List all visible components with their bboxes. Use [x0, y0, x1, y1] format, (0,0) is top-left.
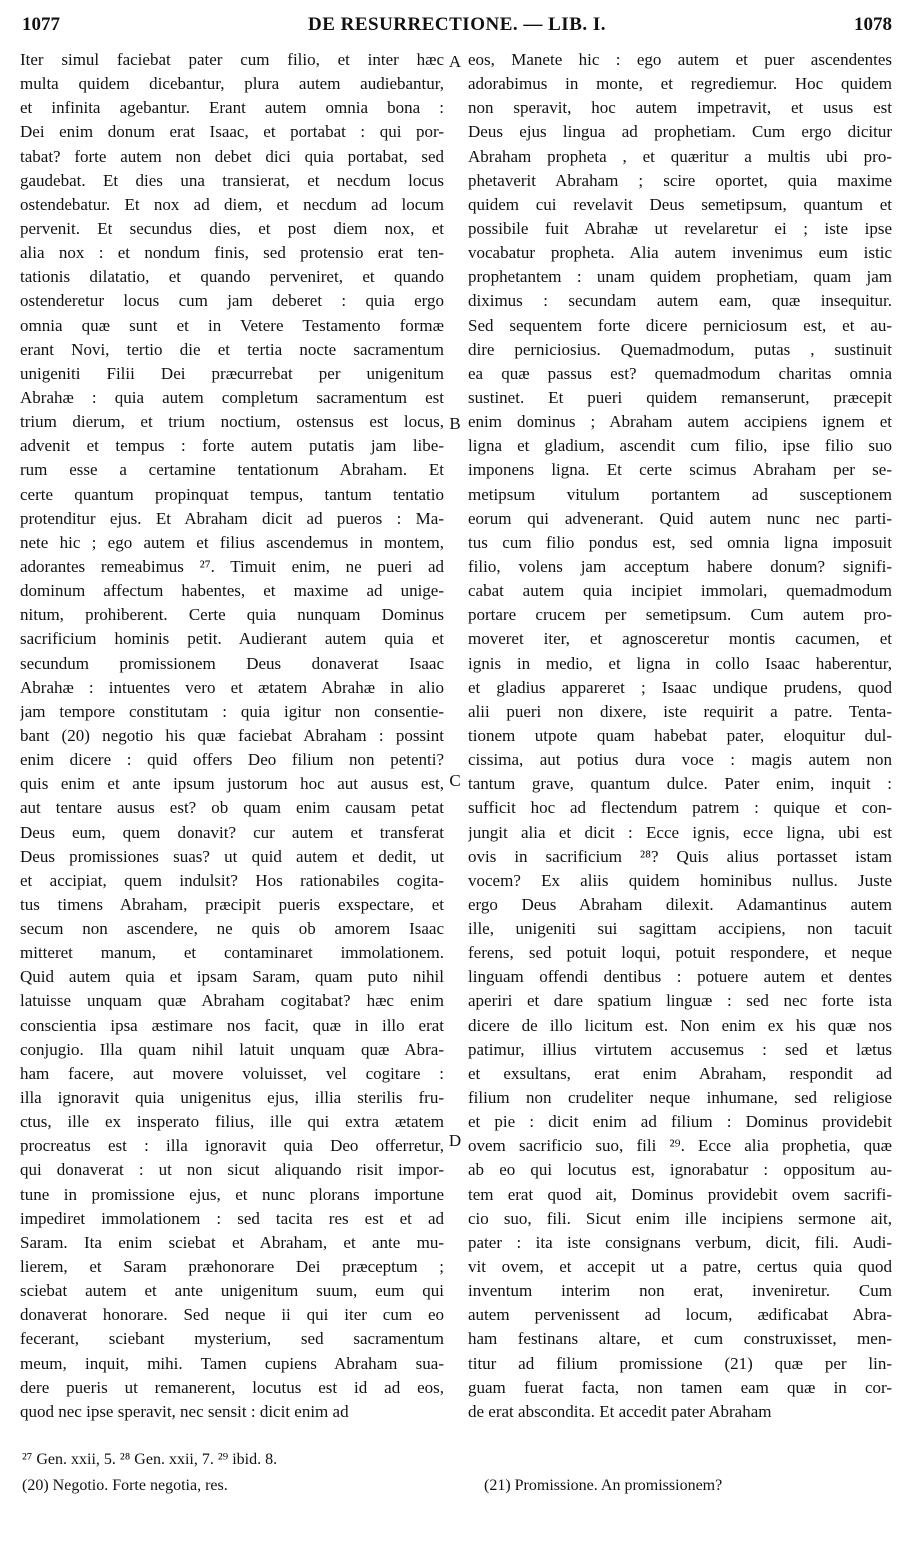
left-column-line: mitteret manum, et contaminaret immolationem. [20, 943, 444, 963]
left-column-line: gaudebat. Et dies una transierat, et necdum locus [20, 170, 444, 190]
left-column-line: Dei enim donum erat Isaac, et portabat : qui por- [20, 122, 444, 142]
right-column-line: linguam offendi dentibus : potuere autem et dentes [468, 967, 892, 987]
left-column-line: Deus promissiones suas? ut quid autem et dedit, ut [20, 846, 444, 866]
right-column-line: patimur, illius virtutem accusemus : sed et lætus [468, 1039, 892, 1059]
right-column-line: phetaverit Abraham ; scire oportet, quia maxime [468, 170, 892, 190]
left-column-line: omnia quæ sunt et in Vetere Testamento formæ [20, 315, 444, 335]
right-column-line: dicere de illo licitum est. Non enim ex his quæ nos [468, 1015, 892, 1035]
right-column-line: et pie : dicit enim ad filium : Dominus providebit [468, 1112, 892, 1132]
left-page-number: 1077 [22, 14, 60, 35]
section-marker-c: C [449, 771, 461, 790]
left-column-line: tationis dilatatio, et quando perveniret, et quando [20, 267, 444, 287]
right-page-number: 1078 [854, 14, 892, 35]
left-column-line: aut tentare ausus est? ob quam enim causam petat [20, 798, 444, 818]
left-column-line: trium dierum, et trium noctium, ostensus est locus, [20, 412, 444, 432]
left-column-line: et infinita agebantur. Erant autem omnia bona : [20, 98, 444, 118]
left-column-line: qui donaverat : ut non sicut aliquando risit impor- [20, 1160, 444, 1180]
left-column-line: sacrificium hominis petit. Audierant autem quia et [20, 629, 444, 649]
right-column-line: sufficit hoc ad flectendum patrem : quique et con- [468, 798, 892, 818]
left-column-line: Iter simul faciebat pater cum filio, et inter hæc [20, 50, 444, 69]
right-column-line: ligna et gladium, ascendit cum filio, ipse filio suo [468, 436, 892, 456]
right-column-line: ille, unigeniti sui sagittam accipiens, non tacuit [468, 919, 892, 939]
left-column-line: Quid autem quia et ipsam Saram, quam puto nihil [20, 967, 444, 987]
right-text-column [468, 48, 892, 1424]
left-column-line: sciebat autem et ante unigenitum suum, eum qui [20, 1281, 444, 1301]
left-column-line: Abrahæ : intuentes vero et ætatem Abrahæ in alio [20, 677, 444, 697]
right-column-line: moveret iter, et agnosceretur montis cacumen, et [468, 629, 892, 649]
left-column-line: unigeniti Filii Dei præcurrebat per unigenitum [20, 363, 444, 383]
right-column-line: Sed sequentem forte dicere perniciosum est, et au- [468, 315, 892, 335]
right-column-line: cissima, aut potius dura voce : magis autem non [468, 750, 892, 770]
page-header [22, 10, 892, 40]
left-column-line: nete hic ; ego autem et filius ascendemus in montem, [20, 532, 444, 552]
left-column-line: dere pueris ut remanerent, locutus est id ad eos, [20, 1377, 444, 1397]
left-column-line: advenit et tempus : forte autem putatis jam libe- [20, 436, 444, 456]
right-column-line: adorabimus in monte, et regrediemur. Hoc quidem [468, 74, 892, 94]
right-column-line: tem erat quod ait, Dominus providebit ovem sacrifi- [468, 1184, 892, 1204]
right-column-line: et gladius appareret ; Isaac undique prudens, quod [468, 677, 892, 697]
right-column-line: metipsum vitulum portantem ad susceptionem [468, 484, 892, 504]
right-column-line: cio suo, fili. Sicut enim ille incipiens sermone ait, [468, 1208, 892, 1228]
right-column-line: pater : ita iste consignans verbum, dicit, fili. Audi- [468, 1232, 892, 1252]
right-column-line: aperiri et dare spatium linguæ : sed nec forte ista [468, 991, 892, 1011]
right-column-line: possibile fuit Abrahæ ut revelaretur ei ; iste ipse [468, 218, 892, 238]
right-column-line: diximus : secundam autem eam, quæ insequitur. [468, 291, 892, 311]
right-column-line: guam fuerat facta, non tamen eam quæ in cor- [468, 1377, 892, 1397]
left-column-line: et accipiat, quem indulsit? Hos rationabiles cogita- [20, 870, 444, 890]
right-column-line: inventum interim non erat, inveniretur. Cum [468, 1281, 892, 1301]
left-column-line: multa quidem dicebantur, plura autem audiebantur, [20, 74, 444, 94]
right-column-line: eorum qui advenerant. Quid autem nunc nec parti- [468, 508, 892, 528]
left-column-line: protenditur ejus. Et Abraham dicit ad pueros : Ma- [20, 508, 444, 528]
right-column-line: enim dominus ; Abraham autem accipiens ignem et [468, 412, 892, 432]
left-column-line: ostenderetur locus cum jam deberet : quia ergo [20, 291, 444, 311]
left-column-line: donaverat honorare. Sed neque ii qui iter cum eo [20, 1305, 444, 1325]
left-column-line: jam tempore constitutam : quia igitur non consentie- [20, 701, 444, 721]
left-column-line: adorantes remeabimus ²⁷. Timuit enim, ne pueri ad [20, 556, 444, 576]
left-column-line: enim dicere : quid offers Deo filium non petenti? [20, 750, 444, 770]
right-column-line: de erat abscondita. Et accedit pater Abraham [468, 1401, 772, 1421]
left-column-line: pervenit. Et secundus dies, et post diem nox, et [20, 218, 444, 238]
left-column-line: conjugio. Illa quam nihil latuit unquam quæ Abra- [20, 1039, 444, 1059]
right-column-line: imponens ligna. Et certe scimus Abraham per se- [468, 460, 892, 480]
right-column-line: dire perniciosius. Quemadmodum, putas , sustinuit [468, 339, 892, 359]
right-column-line: Abraham propheta , et quæritur a multis ubi pro- [468, 146, 892, 166]
right-column-line: sustinet. Et pueri quidem remanserunt, præcepit [468, 387, 892, 407]
right-column-line: autem pervenissent ad locum, ædificabat Abra- [468, 1305, 892, 1325]
right-column-line: titur ad filium promissione (21) quæ per lin- [468, 1353, 892, 1373]
right-column-line: ham festinans altare, et cum construxisset, men- [468, 1329, 892, 1349]
running-title: DE RESURRECTIONE. — LIB. I. [307, 14, 607, 35]
section-marker-a: A [448, 52, 462, 71]
right-column-line: vocem? Ex aliis quidem hominibus nullus. Juste [468, 870, 892, 890]
left-column-line: nitum, prohiberent. Certe quia nunquam Dominus [20, 605, 444, 625]
left-column-line: secum non ascendere, ne quis ob amorem Isaac [20, 919, 444, 939]
right-column-line: et exsultans, erat enim Abraham, respondit ad [468, 1063, 892, 1083]
footnote-20: (20) Negotio. Forte negotia, res. [22, 1477, 228, 1494]
left-column-line: bant (20) negotio his quæ faciebat Abraham : possint [20, 725, 444, 745]
right-column-line: filio, volens jam acceptum habere donum? signifi- [468, 556, 892, 576]
right-column-line: filium non crudeliter neque inhumane, sed religiose [468, 1088, 892, 1108]
left-column-line: procreatus est : illa ignoravit quia Deo offerretur, [20, 1136, 444, 1156]
right-column-line: ignis in medio, et ligna in collo Isaac haberentur, [468, 653, 892, 673]
left-column-line: secundum promissionem Deus donaverat Isaac [20, 653, 444, 673]
left-column-line: dominum affectum habentes, et maxime ad unige- [20, 581, 444, 601]
right-column-line: Deus ejus lingua ad prophetiam. Cum ergo dicitur [468, 122, 892, 142]
right-column-line: eos, Manete hic : ego autem et puer ascendentes [468, 50, 892, 69]
left-column-line: fecerant, sciebant mysterium, sed sacramentum [20, 1329, 444, 1349]
section-marker-b: B [449, 414, 461, 433]
left-column-line: ostendebatur. Et nox ad diem, et necdum ad locum [20, 194, 444, 214]
left-column-line: lierem, et Saram præhonorare Dei præceptum ; [20, 1257, 444, 1277]
right-column-line: tionem utpote quam habebat pater, eloquitur dul- [468, 725, 892, 745]
right-column-line: non speravit, hoc autem impetravit, et usus est [468, 98, 892, 118]
right-column-line: tus cum filio pondus est, sed omnia ligna imposuit [468, 532, 892, 552]
right-column-line: ab eo qui locutus est, ignorabatur : oppositum au- [468, 1160, 892, 1180]
left-column-line: tabat? forte autem non debet dici quia portabat, sed [20, 146, 444, 166]
left-column-line: certe quantum propinquat tempus, tantum tentatio [20, 484, 444, 504]
left-column-line: quod nec ipse speravit, nec sensit : dicit enim ad [20, 1401, 349, 1421]
left-column-line: erant Novi, tertio die et tertia nocte sacramentum [20, 339, 444, 359]
right-column-line: ergo Deus Abraham dilexit. Adamantinus autem [468, 894, 892, 914]
left-column-line: quis enim et ante ipsum justorum hoc aut ausus est, [20, 774, 444, 794]
right-column-line: portare crucem per semetipsum. Cum autem pro- [468, 605, 892, 625]
left-text-column [20, 48, 444, 1424]
left-column-line: conscientia ipsa æstimare nos facit, quæ in illo erat [20, 1015, 444, 1035]
left-column-line: ham facere, aut movere voluisset, vel cogitare : [20, 1063, 444, 1083]
right-column-line: ovem sacrificio suo, fili ²⁹. Ecce alia prophetia, quæ [468, 1136, 892, 1156]
left-column-line: illa ignoravit quia unigenitus ejus, illia sterilis fru- [20, 1088, 444, 1108]
left-column-line: impediret immolationem : sed tacita res est et ad [20, 1208, 444, 1228]
right-column-line: cabat autem quia incipiet immolari, quemadmodum [468, 581, 892, 601]
right-column-line: tantum grave, quantum dulce. Pater enim, inquit : [468, 774, 892, 794]
left-column-line: alia nox : et nondum finis, sed protensio erat ten- [20, 243, 444, 263]
left-column-line: Saram. Ita enim sciebat et Abraham, et ante mu- [20, 1232, 444, 1252]
footnote-21: (21) Promissione. An promissionem? [484, 1477, 723, 1494]
left-column-line: rum esse a certamine tentationum Abraham. Et [20, 460, 444, 480]
left-column-line: Abrahæ : quia autem completum sacramentum est [20, 387, 444, 407]
right-column-line: jungit alia et dicit : Ecce ignis, ecce ligna, ubi est [468, 822, 892, 842]
left-column-line: Deus eum, quem donavit? cur autem et transferat [20, 822, 444, 842]
left-column-line: tune in promissione ejus, et nunc plorans importune [20, 1184, 444, 1204]
right-column-line: ea quæ passus est? quemadmodum charitas omnia [468, 363, 892, 383]
right-column-line: quidem cui revelavit Deus semetipsum, quantum et [468, 194, 892, 214]
left-column-line: ctus, ille ex insperato filius, ille qui extra ætatem [20, 1112, 444, 1132]
left-column-line: latuisse unquam quæ Abraham cogitabat? hæc enim [20, 991, 444, 1011]
right-column-line: vit ovem, et accepit ut a patre, certus quia quod [468, 1257, 892, 1277]
scripture-references: ²⁷ Gen. xxii, 5. ²⁸ Gen. xxii, 7. ²⁹ ibid. 8. [22, 1451, 278, 1468]
right-column-line: prophetantem : unam quidem prophetiam, quam jam [468, 267, 892, 287]
right-column-line: vocabatur propheta. Alia autem invenimus eum istic [468, 243, 892, 263]
right-column-line: ovis in sacrificium ²⁸? Quis alius portasset istam [468, 846, 892, 866]
left-column-line: meum, inquit, mihi. Tamen cupiens Abraham sua- [20, 1353, 444, 1373]
right-column-line: alii pueri non dixere, iste requirit a patre. Tenta- [468, 701, 892, 721]
section-marker-d: D [448, 1131, 462, 1150]
left-column-line: tus timens Abraham, præcipit pueris exspectare, et [20, 894, 444, 914]
right-column-line: ferens, sed potuit loqui, potuit respondere, et neque [468, 943, 892, 963]
